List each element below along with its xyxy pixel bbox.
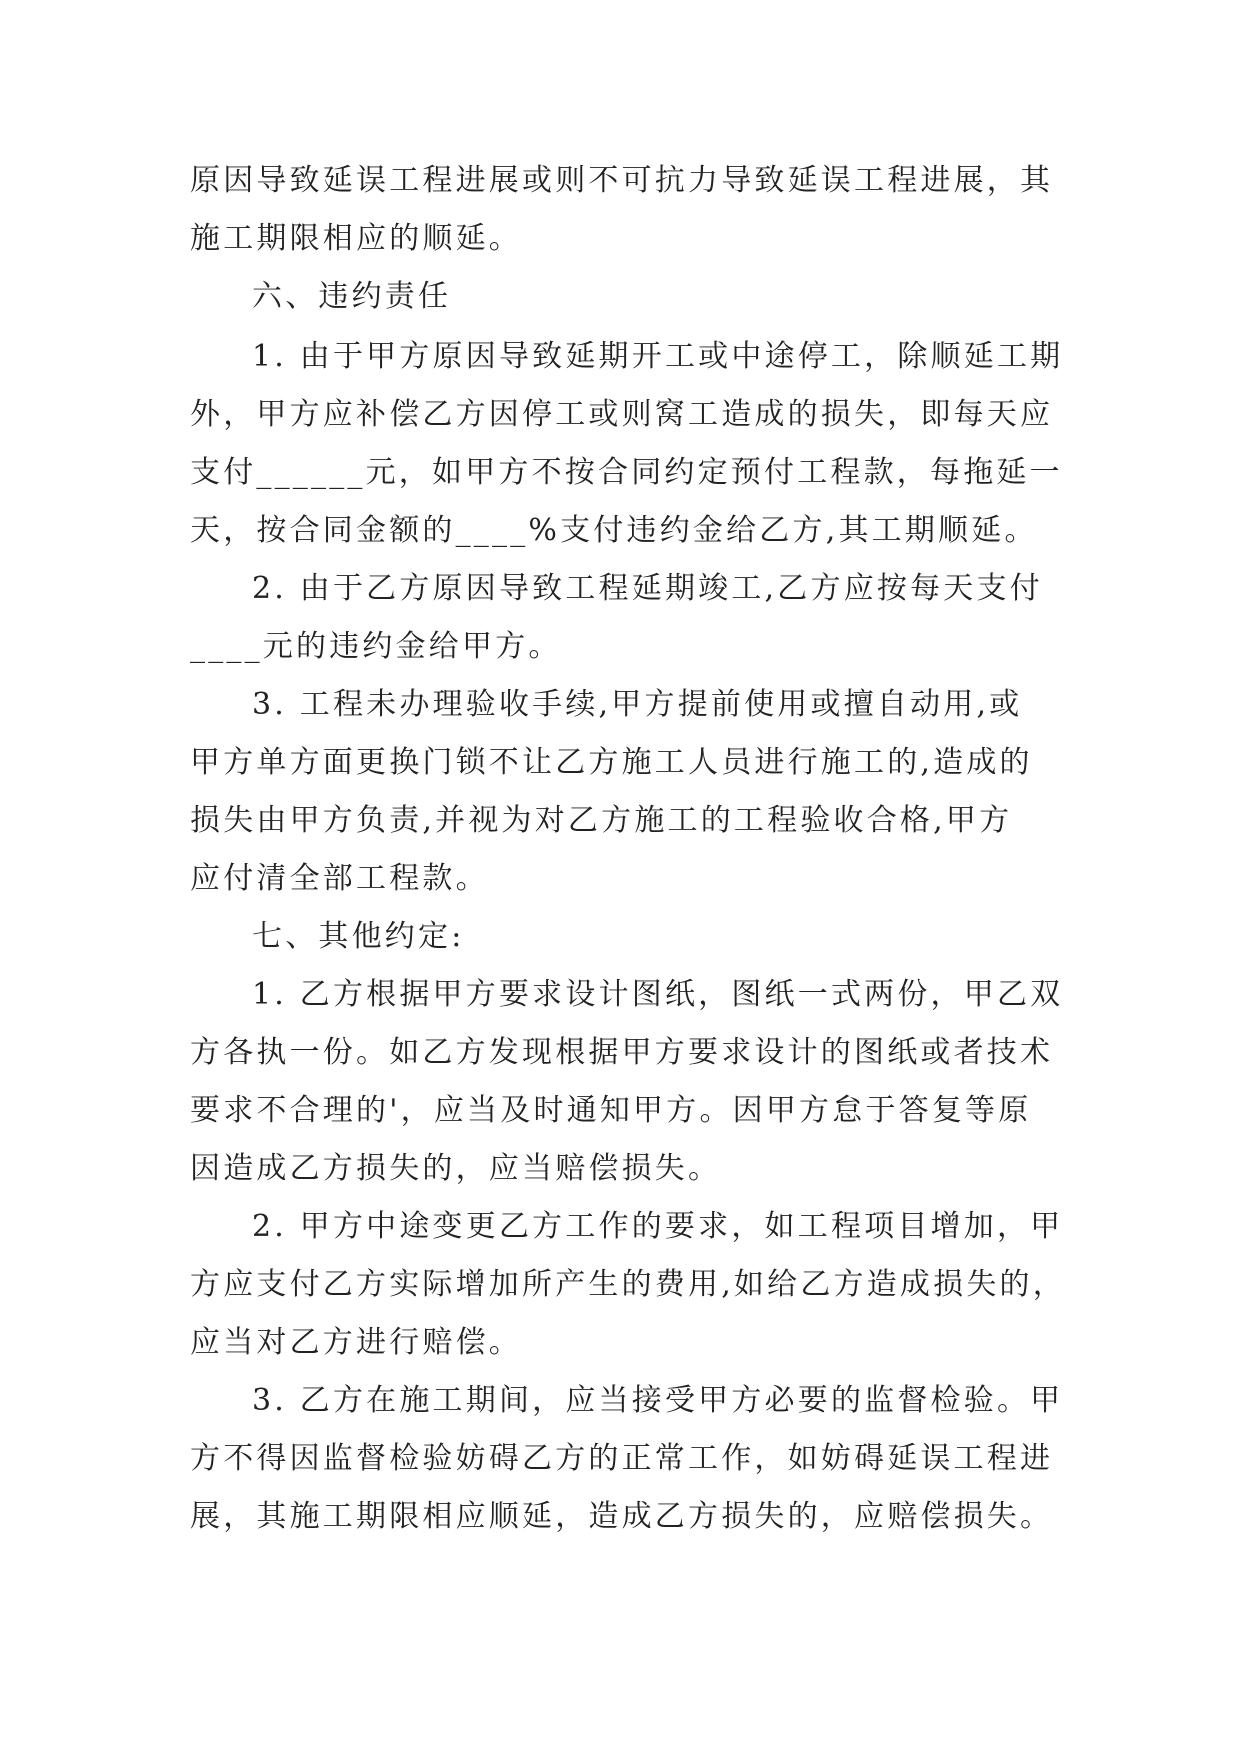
text-line: 方应支付乙方实际增加所产生的费用,如给乙方造成损失的，	[190, 1267, 1066, 1302]
text-line: 3. 工程未办理验收手续,甲方提前使用或擅自动用,或	[252, 687, 1023, 722]
text-line: 3. 乙方在施工期间，应当接受甲方必要的监督检验。甲	[252, 1383, 1064, 1418]
text-line: 1. 乙方根据甲方要求设计图纸，图纸一式两份，甲乙双	[252, 977, 1064, 1012]
text-line: 展，其施工期限相应顺延，造成乙方损失的，应赔偿损失。	[190, 1499, 1054, 1534]
text-line: 要求不合理的'，应当及时通知甲方。因甲方怠于答复等原	[190, 1093, 1032, 1128]
text-line: 天，按合同金额的____%支付违约金给乙方,其工期顺延。	[190, 513, 1038, 548]
text-line: 支付______元，如甲方不按合同约定预付工程款，每拖延一	[190, 455, 1063, 490]
text-line: 2. 甲方中途变更乙方工作的要求，如工程项目增加，甲	[252, 1209, 1064, 1244]
text-line: 施工期限相应的顺延。	[190, 221, 522, 256]
text-line: 2. 由于乙方原因导致工程延期竣工,乙方应按每天支付	[252, 571, 1043, 606]
text-line: 外，甲方应补偿乙方因停工或则窝工造成的损失，即每天应	[190, 397, 1054, 432]
text-line: 应当对乙方进行赔偿。	[190, 1325, 522, 1360]
text-line: 方不得因监督检验妨碍乙方的正常工作，如妨碍延误工程进	[190, 1441, 1054, 1476]
section-heading: 六、违约责任	[252, 279, 452, 314]
section-heading: 七、其他约定:	[252, 919, 465, 954]
text-line: 原因导致延误工程进展或则不可抗力导致延误工程进展，其	[190, 163, 1054, 198]
text-line: 甲方单方面更换门锁不让乙方施工人员进行施工的,造成的	[190, 745, 1033, 780]
text-line: 损失由甲方负责,并视为对乙方施工的工程验收合格,甲方	[190, 803, 1013, 838]
text-line: 1. 由于甲方原因导致延期开工或中途停工，除顺延工期	[252, 339, 1064, 374]
text-line: 应付清全部工程款。	[190, 861, 489, 896]
text-line: 因造成乙方损失的，应当赔偿损失。	[190, 1151, 722, 1186]
text-line: 方各执一份。如乙方发现根据甲方要求设计的图纸或者技术	[190, 1035, 1054, 1070]
text-line: ____元的违约金给甲方。	[190, 629, 562, 664]
